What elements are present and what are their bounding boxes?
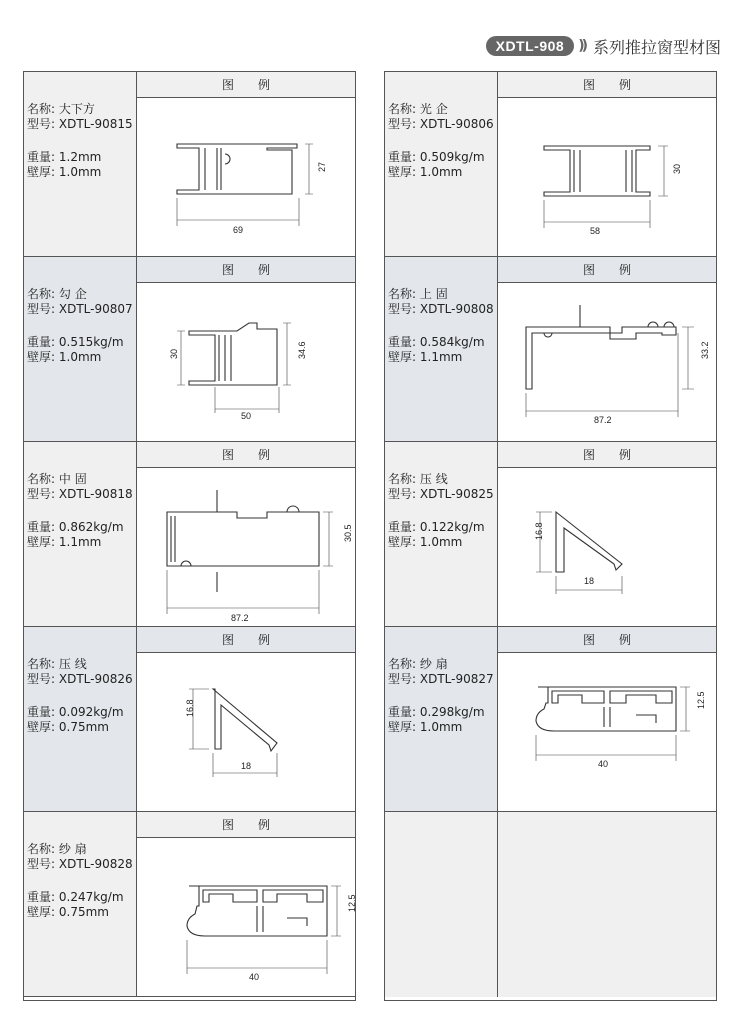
legend-header: 图 例 — [498, 257, 716, 283]
profile-weight: 0.122kg/m — [419, 520, 485, 534]
legend-header: 图 例 — [137, 812, 355, 838]
dimension-height: 16.8 — [534, 522, 544, 540]
profile-info: 名称: 大下方 型号: XDTL-90815 重量: 1.2mm 壁厚: 1.0mm — [24, 72, 137, 256]
dimension-width: 18 — [241, 761, 252, 771]
profile-thickness: 0.75mm — [58, 720, 109, 734]
profile-model: XDTL-90815 — [58, 117, 133, 131]
dimension-width: 40 — [249, 972, 260, 982]
profile-thickness: 1.0mm — [58, 165, 102, 179]
profile-weight: 0.509kg/m — [419, 150, 485, 164]
dimension-lines — [189, 689, 277, 777]
dimension-height-right: 34.6 — [297, 341, 307, 359]
profile-info: 名称: 光 企 型号: XDTL-90806 重量: 0.509kg/m 壁厚: 1.0mm — [385, 72, 498, 256]
profile-name: 光 企 — [419, 102, 448, 116]
profile-outline — [556, 512, 622, 572]
profile-model: XDTL-90826 — [58, 672, 133, 686]
profile-weight: 1.2mm — [58, 150, 102, 164]
dimension-height: 30.5 — [343, 524, 353, 542]
profile-thickness: 1.0mm — [419, 535, 463, 549]
page-title: 系列推拉窗型材图 — [592, 37, 721, 57]
profile-drawing — [137, 468, 355, 626]
profile-inner — [552, 691, 672, 727]
profile-inner — [203, 890, 323, 932]
profile-cell-90806 — [385, 72, 716, 257]
dimension-height: 12.5 — [347, 894, 357, 912]
profile-weight: 0.247kg/m — [58, 890, 124, 904]
profile-name: 勾 企 — [58, 287, 87, 301]
dimension-lines — [187, 886, 341, 974]
dimension-lines — [177, 323, 291, 413]
profile-weight: 0.092kg/m — [58, 705, 124, 719]
dimension-lines — [536, 687, 690, 761]
profile-outline — [536, 687, 676, 731]
profile-outline — [167, 512, 319, 566]
legend-header: 图 例 — [498, 72, 716, 98]
profile-info: 名称: 勾 企 型号: XDTL-90807 重量: 0.515kg/m 壁厚: 1.0mm — [24, 257, 137, 441]
profile-drawing-90818 — [137, 468, 355, 626]
profile-inner — [205, 148, 230, 190]
dimension-width: 18 — [584, 576, 595, 586]
profile-cell-90818 — [24, 442, 355, 627]
dimension-height: 16.8 — [185, 699, 195, 717]
profile-model: XDTL-90825 — [419, 487, 494, 501]
dimension-lines — [526, 327, 694, 417]
page-header — [486, 34, 721, 58]
profile-info: 名称: 压 线 型号: XDTL-90826 重量: 0.092kg/m 壁厚: 0.75mm — [24, 627, 137, 811]
series-badge: XDTL-908 — [486, 36, 575, 56]
profile-outline — [213, 689, 277, 751]
profile-drawing-90825 — [498, 468, 716, 626]
profile-model: XDTL-90828 — [58, 857, 133, 871]
profile-outline — [177, 144, 297, 194]
legend-header: 图 例 — [498, 442, 716, 468]
legend-header: 图 例 — [137, 442, 355, 468]
profile-name: 上 固 — [419, 287, 448, 301]
profile-weight: 0.515kg/m — [58, 335, 124, 349]
empty-info-area — [385, 812, 498, 997]
legend-header: 图 例 — [137, 257, 355, 283]
legend-header: 图 例 — [498, 627, 716, 653]
profile-info: 名称: 上 固 型号: XDTL-90808 重量: 0.584kg/m 壁厚: 1.1mm — [385, 257, 498, 441]
profile-cell-90808 — [385, 257, 716, 442]
profile-inner — [574, 150, 632, 192]
dimension-width: 69 — [233, 225, 244, 235]
profile-outline — [544, 146, 650, 196]
legend-header: 图 例 — [137, 72, 355, 98]
dimension-height: 27 — [317, 161, 327, 172]
empty-cell — [385, 812, 716, 997]
profile-model: XDTL-90806 — [419, 117, 494, 131]
profile-cell-90815 — [24, 72, 355, 257]
profile-model: XDTL-90818 — [58, 487, 133, 501]
profile-thickness: 1.0mm — [58, 350, 102, 364]
profile-thickness: 1.0mm — [419, 720, 463, 734]
dimension-width: 58 — [590, 226, 601, 236]
profile-drawing-90826 — [137, 653, 355, 811]
profile-thickness: 1.1mm — [419, 350, 463, 364]
profile-drawing — [498, 653, 716, 811]
profile-thickness: 1.0mm — [419, 165, 463, 179]
profile-inner — [544, 322, 674, 337]
right-column — [384, 71, 717, 1001]
profile-cell-90807 — [24, 257, 355, 442]
profile-name: 纱 扇 — [58, 842, 87, 856]
profile-model: XDTL-90807 — [58, 302, 133, 316]
profile-drawing-90808 — [498, 283, 716, 441]
profile-drawing-90807 — [137, 283, 355, 441]
profile-info: 名称: 纱 扇 型号: XDTL-90827 重量: 0.298kg/m 壁厚: 1.0mm — [385, 627, 498, 811]
dimension-width: 50 — [241, 411, 252, 421]
profile-thickness: 0.75mm — [58, 905, 109, 919]
dimension-height: 30 — [672, 163, 682, 174]
profile-drawing-90828 — [137, 838, 355, 996]
profile-drawing — [498, 98, 716, 256]
dimension-height: 12.5 — [696, 691, 706, 709]
profile-drawing — [498, 468, 716, 626]
chevron-right-icon: )) — [578, 38, 585, 54]
legend-header: 图 例 — [137, 627, 355, 653]
profile-drawing — [137, 283, 355, 441]
profile-outline — [526, 327, 676, 389]
dimension-lines — [536, 512, 622, 594]
profile-info: 名称: 中 固 型号: XDTL-90818 重量: 0.862kg/m 壁厚: 1.1mm — [24, 442, 137, 626]
dimension-lines — [544, 146, 668, 228]
profile-drawing-90827 — [498, 653, 716, 811]
profile-thickness: 1.1mm — [58, 535, 102, 549]
profile-model: XDTL-90827 — [419, 672, 494, 686]
profile-cell-90827 — [385, 627, 716, 812]
dimension-width: 87.2 — [231, 613, 249, 623]
profile-outline — [189, 323, 277, 385]
profile-weight: 0.584kg/m — [419, 335, 485, 349]
profile-cell-90828 — [24, 812, 355, 997]
profile-name: 大下方 — [58, 102, 95, 116]
profile-drawing-90815 — [137, 98, 355, 256]
profile-drawing-90806 — [498, 98, 716, 256]
dimension-lines — [167, 512, 333, 614]
profile-weight: 0.298kg/m — [419, 705, 485, 719]
profile-cell-90826 — [24, 627, 355, 812]
profile-info: 名称: 压 线 型号: XDTL-90825 重量: 0.122kg/m 壁厚: 1.0mm — [385, 442, 498, 626]
dimension-width: 87.2 — [594, 415, 612, 425]
profile-inner — [171, 506, 299, 566]
left-column — [23, 71, 356, 1001]
profile-name: 压 线 — [58, 657, 87, 671]
profile-weight: 0.862kg/m — [58, 520, 124, 534]
profile-name: 纱 扇 — [419, 657, 448, 671]
profile-inner — [219, 335, 231, 381]
dimension-lines — [177, 144, 313, 226]
dimension-height: 33.2 — [700, 341, 710, 359]
profile-drawing — [137, 653, 355, 811]
profile-info: 名称: 纱 扇 型号: XDTL-90828 重量: 0.247kg/m 壁厚: 0.75mm — [24, 812, 137, 996]
profile-cell-90825 — [385, 442, 716, 627]
dimension-width: 40 — [598, 759, 609, 769]
profile-drawing — [137, 838, 355, 996]
profile-drawing — [498, 283, 716, 441]
dimension-height-left: 30 — [169, 348, 179, 359]
profile-model: XDTL-90808 — [419, 302, 494, 316]
profile-drawing — [137, 98, 355, 256]
profile-name: 压 线 — [419, 472, 448, 486]
profile-name: 中 固 — [58, 472, 87, 486]
